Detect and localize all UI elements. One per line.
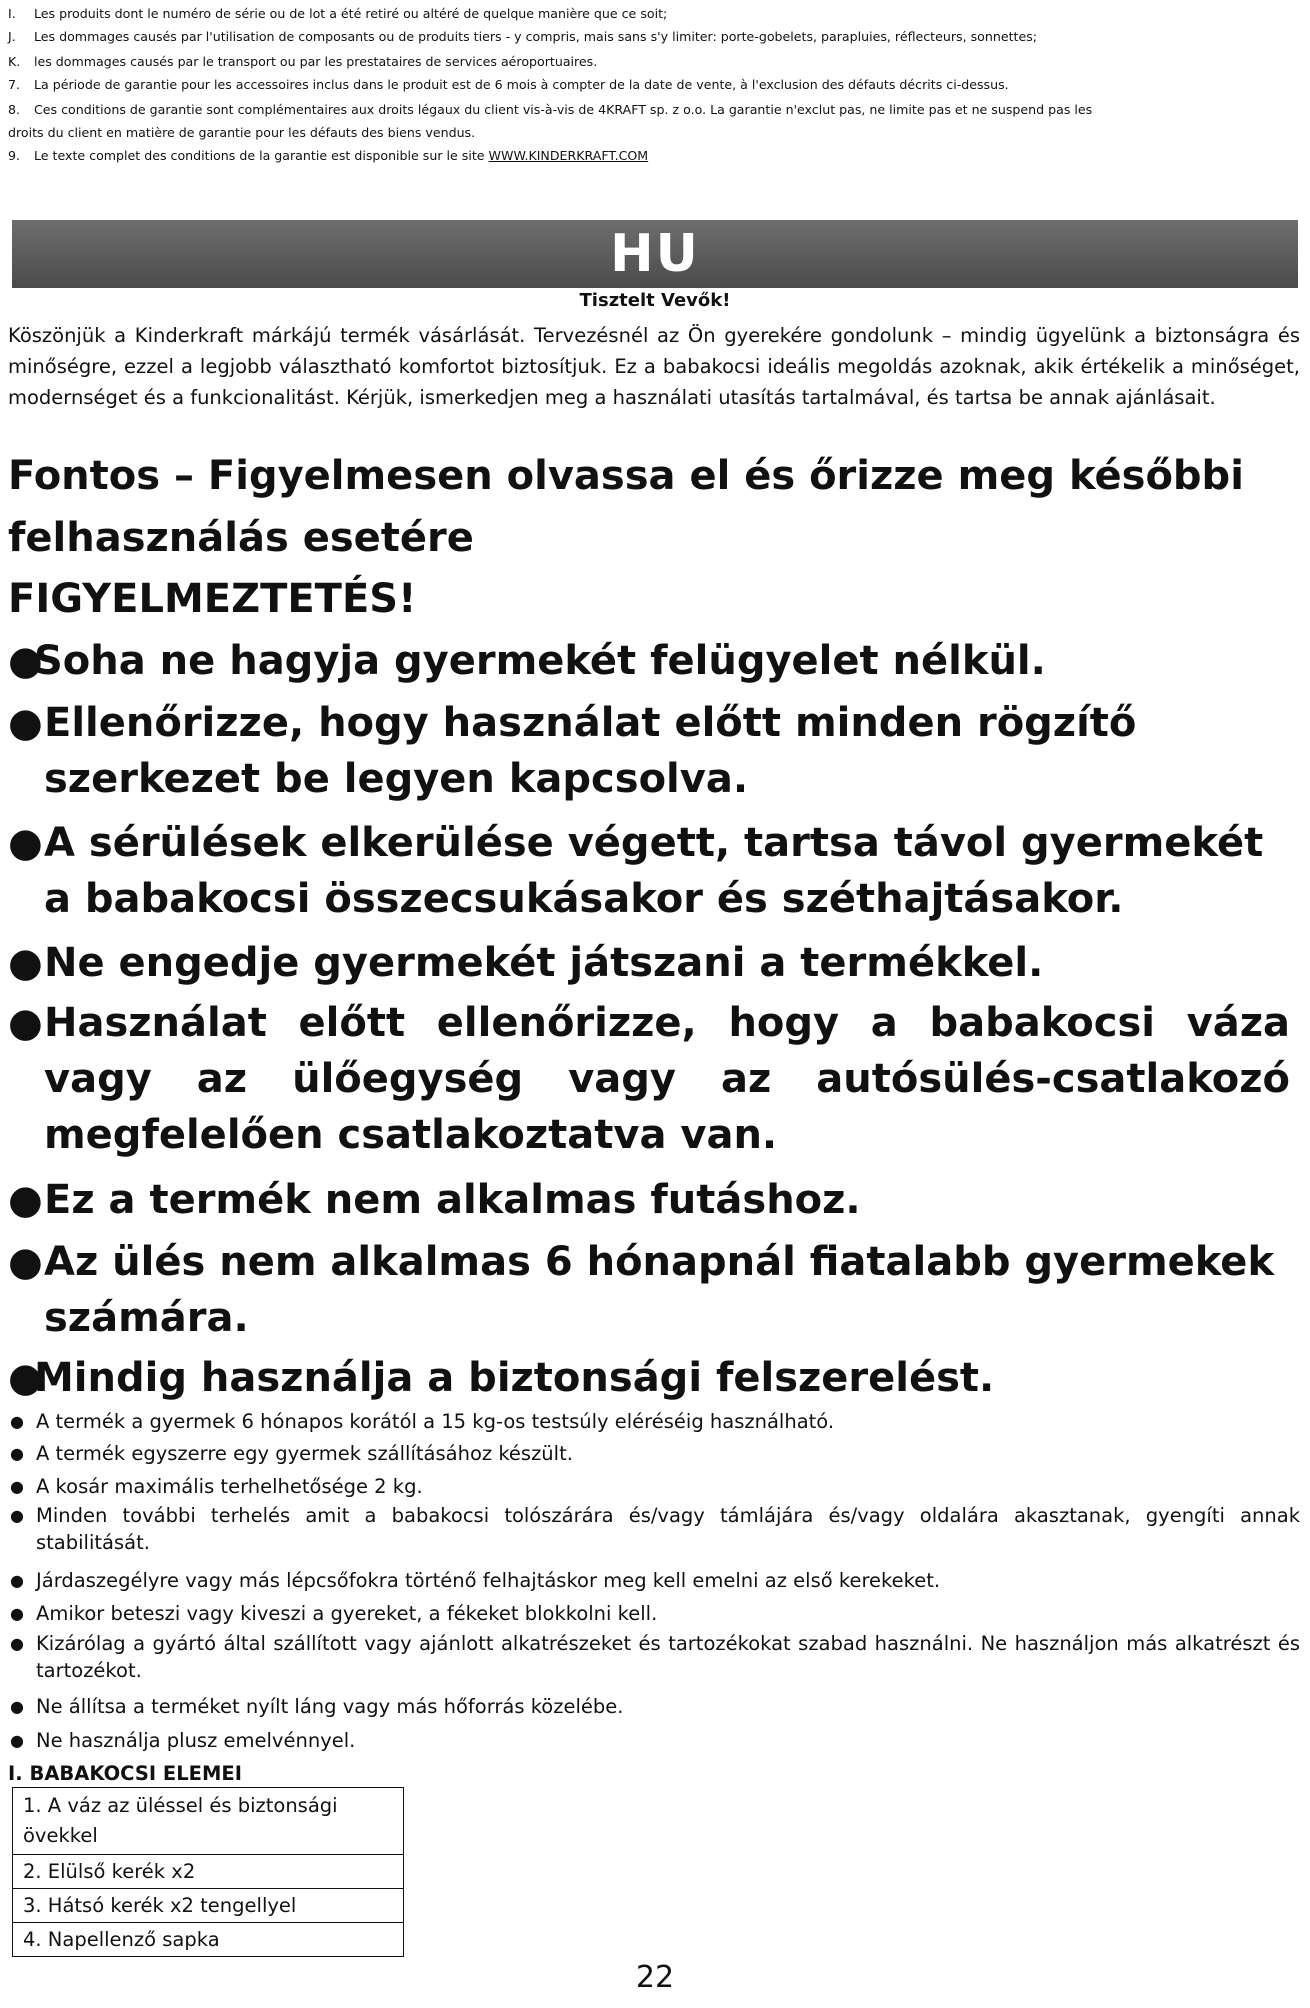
bullet-icon: ●	[8, 638, 43, 684]
fr-term-7	[8, 77, 1300, 92]
term-text: les dommages causés par le transport ou par les prestataires de services aéroportuaires.	[34, 54, 598, 69]
warning-text: Amikor beteszi vagy kiveszi a gyereket, a fékeket blokkolni kell.	[36, 1602, 658, 1625]
small-warning-item	[8, 1440, 1300, 1467]
small-warning-item	[8, 1693, 1300, 1720]
term-number: K.	[8, 54, 21, 69]
table-row	[13, 1889, 404, 1923]
warning-text: Kizárólag a gyártó által szállított vagy ajánlott alkatrészeket és tartozékokat szabad használni. Ne használjon más alkatrészt és tartozékot.	[36, 1632, 1300, 1682]
small-warning-item	[8, 1502, 1300, 1556]
intro-paragraph: Köszönjük a Kinderkraft márkájú termék vásárlását. Tervezésnél az Ön gyerekére gondolunk – mindig ügyelünk a biztonságra és minőségre, ezzel a legjobb választható komfortot biztosítjuk. Ez a babakocsi ideális megoldás azoknak, akik értékelik a minőséget, modernséget és a funkcionalitást. Kérjük, ismerkedjen meg a használati utasítás tartalmával, és tartsa be annak ajánlásait.	[8, 324, 1300, 409]
warning-text: Ellenőrizze, hogy használat előtt minden rögzítő szerkezet be legyen kapcsolva.	[44, 700, 1137, 802]
bullet-icon: ●	[10, 1444, 24, 1463]
fr-term-8	[8, 102, 1300, 117]
fr-term-i	[8, 6, 1300, 21]
bullet-icon: ●	[8, 1355, 43, 1401]
small-warning-item	[8, 1408, 1300, 1435]
small-warning-item	[8, 1567, 1300, 1594]
warning-text: Mindig használja a biztonsági felszerelést.	[34, 1355, 995, 1401]
language-header-hu: HU	[12, 220, 1298, 288]
table-cell: 1. A váz az üléssel és biztonsági övekkel	[13, 1788, 404, 1855]
parts-table	[12, 1787, 404, 1957]
kinderkraft-link[interactable]: WWW.KINDERKRAFT.COM	[488, 148, 649, 163]
big-warning-item	[8, 995, 1290, 1163]
warning-title: FIGYELMEZTETÉS!	[8, 576, 417, 622]
warning-text: Minden további terhelés amit a babakocsi tolószárára és/vagy támlájára és/vagy oldalára akasztanak, gyengíti annak stabilitását.	[36, 1504, 1300, 1554]
warning-text: Ne engedje gyermekét játszani a termékkel.	[44, 940, 1044, 986]
small-warning-item	[8, 1727, 1300, 1754]
bullet-icon: ●	[10, 1697, 24, 1716]
bullet-icon: ●	[8, 940, 43, 986]
bullet-icon: ●	[10, 1604, 24, 1623]
bullet-icon: ●	[10, 1731, 24, 1750]
warning-text: A kosár maximális terhelhetősége 2 kg.	[36, 1475, 423, 1498]
term-text: Les dommages causés par l'utilisation de composants ou de produits tiers - y compris, mais sans s'y limiter: porte-gobelets, parapluies, réflecteurs, sonnettes;	[34, 29, 1037, 44]
bullet-icon: ●	[10, 1571, 24, 1590]
big-warning-item	[8, 1172, 1290, 1228]
warning-text: Járdaszegélyre vagy más lépcsőfokra történő felhajtáskor meg kell emelni az első kerekeket.	[36, 1569, 941, 1592]
table-cell: 3. Hátsó kerék x2 tengellyel	[13, 1889, 404, 1923]
greeting: Tisztelt Vevők!	[579, 290, 731, 311]
bullet-icon: ●	[8, 1000, 43, 1046]
table-row	[13, 1923, 404, 1957]
page-number: 22	[635, 1960, 675, 1995]
big-warning-item	[8, 815, 1290, 927]
term-number: 9.	[8, 148, 21, 163]
small-warning-item	[8, 1630, 1300, 1684]
warning-text: Az ülés nem alkalmas 6 hónapnál fiatalabb gyermekek számára.	[44, 1239, 1275, 1341]
bullet-icon: ●	[8, 700, 43, 746]
bullet-icon: ●	[8, 820, 43, 866]
bullet-icon: ●	[8, 1239, 43, 1285]
bullet-icon: ●	[8, 1177, 43, 1223]
table-row	[13, 1855, 404, 1889]
parts-section-title: I. BABAKOCSI ELEMEI	[8, 1762, 242, 1785]
term-text: Les produits dont le numéro de série ou de lot a été retiré ou altéré de quelque manière que ce soit;	[34, 6, 668, 21]
fr-term-j	[8, 29, 1300, 44]
term-number: 8.	[8, 102, 21, 117]
warning-text: A sérülések elkerülése végett, tartsa távol gyermekét a babakocsi összecsukásakor és széthajtásakor.	[44, 820, 1264, 922]
big-warning-item	[8, 695, 1290, 807]
bullet-icon: ●	[10, 1477, 24, 1496]
warning-text: A termék a gyermek 6 hónapos korától a 15 kg-os testsúly eléréséig használható.	[36, 1410, 835, 1433]
term-number: I.	[8, 6, 16, 21]
term-text: La période de garantie pour les accessoires inclus dans le produit est de 6 mois à compter de la date de vente, à l'exclusion des défauts décrits ci-dessus.	[34, 77, 1009, 92]
warning-text: Soha ne hagyja gyermekét felügyelet nélkül.	[34, 638, 1046, 684]
warning-text: Ne használja plusz emelvénnyel.	[36, 1729, 356, 1752]
important-notice-line2: felhasználás esetére	[8, 515, 474, 561]
term-number: J.	[8, 29, 16, 44]
big-warning-item	[8, 935, 1290, 991]
warning-text: Használat előtt ellenőrizze, hogy a babakocsi váza vagy az ülőegység vagy az autósülés-csatlakozó megfelelően csatlakoztatva van.	[44, 1000, 1290, 1158]
table-cell: 4. Napellenző sapka	[13, 1923, 404, 1957]
bullet-icon: ●	[10, 1506, 24, 1525]
small-warning-item	[8, 1473, 1300, 1500]
important-notice-line1: Fontos – Figyelmesen olvassa el és őrizze meg későbbi	[8, 453, 1244, 499]
big-warning-item	[8, 1234, 1290, 1346]
table-cell: 2. Elülső kerék x2	[13, 1855, 404, 1889]
term-number: 7.	[8, 77, 21, 92]
term-text: Ces conditions de garantie sont complémentaires aux droits légaux du client vis-à-vis de 4KRAFT sp. z o.o. La garantie n'exclut pas, ne limite pas et ne suspend pas les	[34, 102, 1093, 117]
fr-term-9	[8, 148, 1300, 163]
small-warning-item	[8, 1600, 1300, 1627]
bullet-icon: ●	[10, 1634, 24, 1653]
warning-text: A termék egyszerre egy gyermek szállításához készült.	[36, 1442, 573, 1465]
fr-term-k	[8, 54, 1300, 69]
big-warning-item	[8, 633, 1290, 689]
table-row	[13, 1788, 404, 1855]
bullet-icon: ●	[10, 1412, 24, 1431]
term-text: Le texte complet des conditions de la garantie est disponible sur le site	[34, 148, 485, 163]
big-warning-item	[8, 1350, 1290, 1406]
warning-text: Ne állítsa a terméket nyílt láng vagy más hőforrás közelébe.	[36, 1695, 624, 1718]
warning-text: Ez a termék nem alkalmas futáshoz.	[44, 1177, 861, 1223]
fr-term-8-continuation: droits du client en matière de garantie pour les défauts des biens vendus.	[8, 125, 476, 140]
